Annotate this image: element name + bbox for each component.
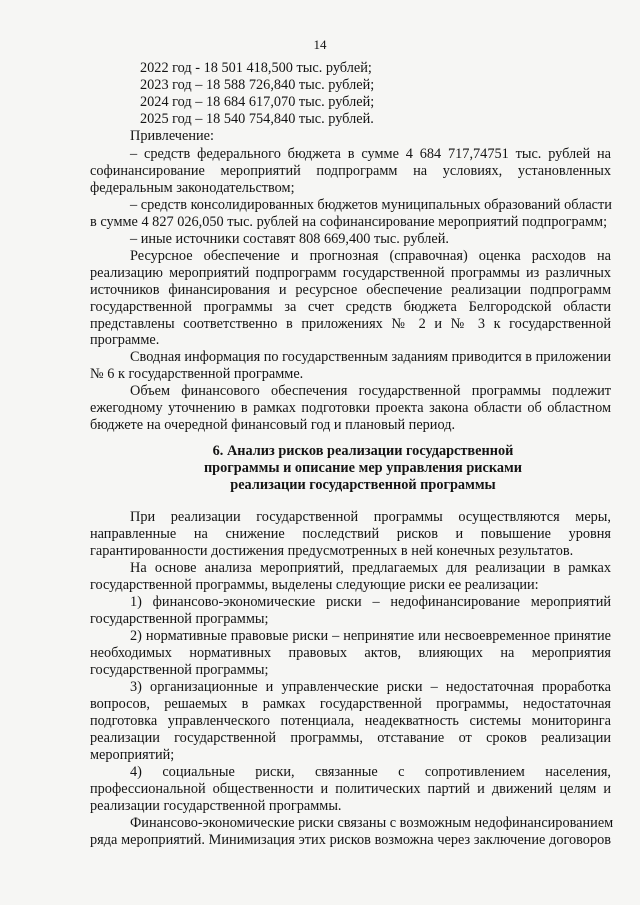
risk-item-1 — [90, 594, 611, 628]
heading-line: программы и описание мер управления рисками — [203, 459, 523, 476]
other-sources-line — [90, 231, 611, 248]
budget-year-line: 2023 год – 18 588 726,840 тыс. рублей; — [140, 76, 375, 93]
resource-paragraph — [90, 248, 611, 349]
text-line: бюджете на очередной финансовый год и плановый период. — [90, 416, 456, 433]
text-line: реализации государственной программы. — [90, 797, 342, 814]
text-line: Объем финансового обеспечения государственной программы подлежит — [130, 383, 611, 399]
budget-year-line: 2022 год - 18 501 418,500 тыс. рублей; — [140, 60, 372, 76]
risk-item-3 — [90, 679, 611, 763]
text-line: государственной программы; — [90, 610, 269, 627]
risks-basis-paragraph — [90, 560, 611, 594]
page-number: 14 — [313, 37, 327, 52]
federal-funds-paragraph — [90, 146, 611, 197]
heading-line: реализации государственной программы — [230, 476, 496, 493]
text-line: программе. — [90, 332, 160, 349]
budget-year-line: 2024 год – 18 684 617,070 тыс. рублей; — [140, 93, 375, 110]
text-line: софинансирование мероприятий подпрограмм на условиях, установленных — [90, 162, 611, 179]
risk-item-2 — [90, 628, 611, 679]
text-line: мероприятий; — [90, 746, 175, 763]
text-line: При реализации государственной программы осуществляются меры, — [130, 509, 611, 525]
municipal-funds-paragraph — [90, 197, 611, 231]
text-line: профессиональной общественности и политических партий и движений целям и — [90, 780, 611, 797]
volume-paragraph — [90, 383, 611, 434]
text-line: 4) социальные риски, связанные с сопротивлением населения, — [130, 764, 611, 780]
budget-years-list — [90, 60, 611, 144]
text-line: ежегодному уточнению в рамках подготовки проекта закона области об областном — [90, 399, 611, 416]
text-line: источников финансирования и ресурсное обеспечение реализации подпрограмм — [90, 281, 611, 298]
text-line: реализации государственной программы, отставание от сроков реализации — [90, 729, 611, 746]
text-line: государственной программы за счет средств бюджета Белгородской области — [90, 298, 611, 315]
text-line: Финансово-экономические риски связаны с возможным недофинансированием — [130, 815, 614, 831]
text-line: Сводная информация по государственным заданиям приводится в приложении — [130, 349, 611, 365]
text-line: Ресурсное обеспечение и прогнозная (справочная) оценка расходов на — [130, 248, 611, 264]
risk-item-4 — [90, 764, 611, 815]
text-line: направленные на снижение последствий рисков и повышение уровня — [90, 525, 611, 542]
heading-line: 6. Анализ рисков реализации государственной — [212, 443, 514, 459]
text-line: – иные источники составят 808 669,400 тыс. рублей. — [130, 231, 449, 247]
text-line: федеральным законодательством; — [90, 179, 295, 196]
text-line: ряда мероприятий. Минимизация этих рисков возможна через заключение договоров — [90, 831, 611, 848]
section-heading — [150, 443, 576, 494]
text-line: На основе анализа мероприятий, предлагаемых для реализации в рамках — [130, 560, 611, 576]
text-line: 3) организационные и управленческие риски – недостаточная проработка — [130, 679, 611, 695]
summary-paragraph — [90, 349, 611, 383]
text-line: представлены соответственно в приложениях № 2 и № 3 к государственной — [90, 315, 611, 332]
text-line: 1) финансово-экономические риски – недофинансирование мероприятий — [130, 594, 611, 610]
risks-intro-paragraph — [90, 509, 611, 560]
text-line: государственной программы, выделены следующие риски ее реализации: — [90, 576, 539, 593]
text-line: государственной программы; — [90, 661, 269, 678]
text-line: вопросов, решаемых в рамках государственной программы, недостаточная — [90, 695, 611, 712]
final-paragraph — [90, 815, 614, 849]
text-line: подготовка управленческого потенциала, неадекватность системы мониторинга — [90, 712, 611, 729]
budget-year-line: 2025 год – 18 540 754,840 тыс. рублей. — [140, 110, 374, 127]
text-line: в сумме 4 827 026,050 тыс. рублей на софинансирование мероприятий подпрограмм; — [90, 213, 608, 230]
attraction-title: Привлечение: — [130, 127, 214, 144]
text-line: реализацию мероприятий подпрограмм государственной программы из различных — [90, 264, 611, 281]
text-line: 2) нормативные правовые риски – непринятие или несвоевременное принятие — [130, 628, 611, 644]
text-line: – средств федерального бюджета в сумме 4 684 717,74751 тыс. рублей на — [130, 146, 611, 162]
text-line: необходимых нормативных правовых актов, влияющих на мероприятия — [90, 644, 611, 661]
text-line: № 6 к государственной программе. — [90, 365, 304, 382]
text-line: гарантированности достижения предусмотренных в ней конечных результатов. — [90, 542, 574, 559]
text-line: – средств консолидированных бюджетов муниципальных образований области — [130, 197, 612, 213]
